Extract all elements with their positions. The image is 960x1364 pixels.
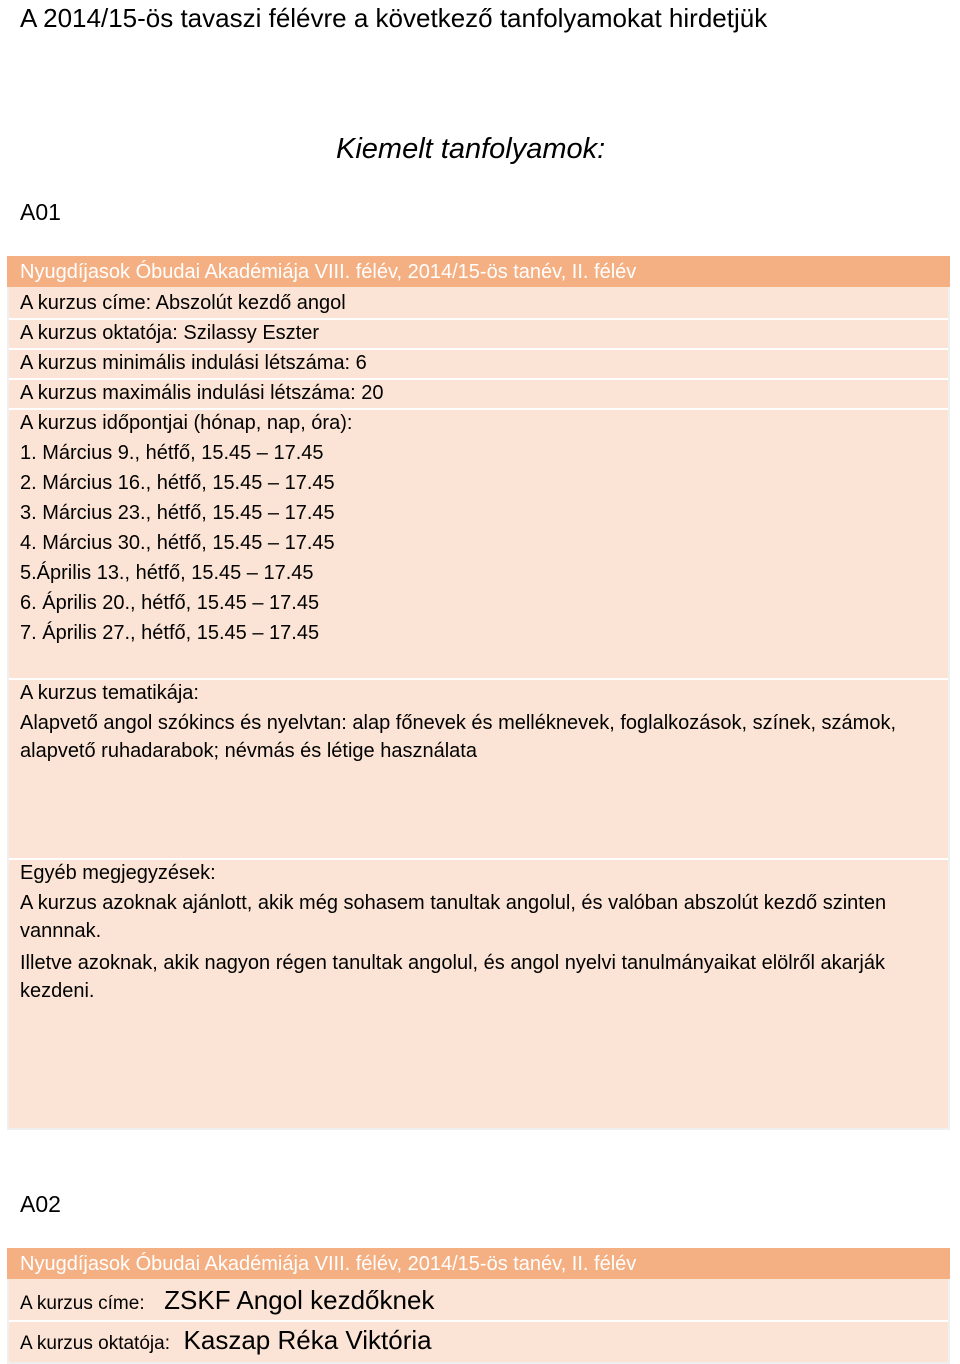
- row-divider: [9, 1320, 948, 1322]
- course-code-a02: A02: [20, 1191, 61, 1217]
- course-max-size-line: A kurzus maximális indulási létszáma: 20: [20, 382, 384, 404]
- course-title-value: ZSKF Angol kezdőknek: [164, 1285, 435, 1315]
- course-header: Nyugdíjasok Óbudai Akadémiája VIII. félév, 2014/15-ös tanév, II. félév: [20, 1253, 637, 1275]
- course-topics-label: A kurzus tematikája:: [20, 682, 199, 704]
- session-item: 4. Március 30., hétfő, 15.45 – 17.45: [20, 532, 335, 554]
- course-instructor-line: [20, 1323, 945, 1361]
- course-notes-text: Illetve azoknak, akik nagyon régen tanultak angolul, és angol nyelvi tanulmányaikat elölről akarják kezdeni.: [20, 952, 885, 1002]
- session-item: 6. Április 20., hétfő, 15.45 – 17.45: [20, 592, 320, 614]
- course-title-line: A kurzus címe: Abszolút kezdő angol: [20, 292, 346, 314]
- course-topics-text: Alapvető angol szókincs és nyelvtan: alap főnevek és melléknevek, foglalkozások, színek, számok, alapvető ruhadarabok; névmás és létige használata: [20, 712, 897, 762]
- session-item: 7. Április 27., hétfő, 15.45 – 17.45: [20, 622, 320, 644]
- session-item: 3. Március 23., hétfő, 15.45 – 17.45: [20, 502, 335, 524]
- course-schedule-label: A kurzus időpontjai (hónap, nap, óra):: [20, 412, 353, 434]
- course-notes-label: Egyéb megjegyzések:: [20, 862, 216, 884]
- course-notes-text: A kurzus azoknak ajánlott, akik még sohasem tanultak angolul, és valóban abszolút kezdő szinten vannnak.: [20, 892, 887, 942]
- page-title: A 2014/15-ös tavaszi félévre a következő tanfolyamokat hirdetjük: [20, 3, 768, 33]
- course-instructor-line: A kurzus oktatója: Szilassy Eszter: [20, 322, 320, 344]
- course-instructor-value: Kaszap Réka Viktória: [183, 1325, 432, 1355]
- course-title-label: A kurzus címe:: [20, 1293, 145, 1314]
- course-title-line: [20, 1284, 945, 1320]
- session-item: 1. Március 9., hétfő, 15.45 – 17.45: [20, 442, 324, 464]
- section-heading: Kiemelt tanfolyamok:: [336, 133, 606, 165]
- course-instructor-label: A kurzus oktatója:: [20, 1333, 170, 1354]
- course-code-a01: A01: [20, 199, 61, 225]
- session-item: 5.Április 13., hétfő, 15.45 – 17.45: [20, 562, 314, 584]
- course-header: Nyugdíjasok Óbudai Akadémiája VIII. félév, 2014/15-ös tanév, II. félév: [20, 261, 637, 283]
- session-item: 2. Március 16., hétfő, 15.45 – 17.45: [20, 472, 335, 494]
- course-min-size-line: A kurzus minimális indulási létszáma: 6: [20, 352, 367, 374]
